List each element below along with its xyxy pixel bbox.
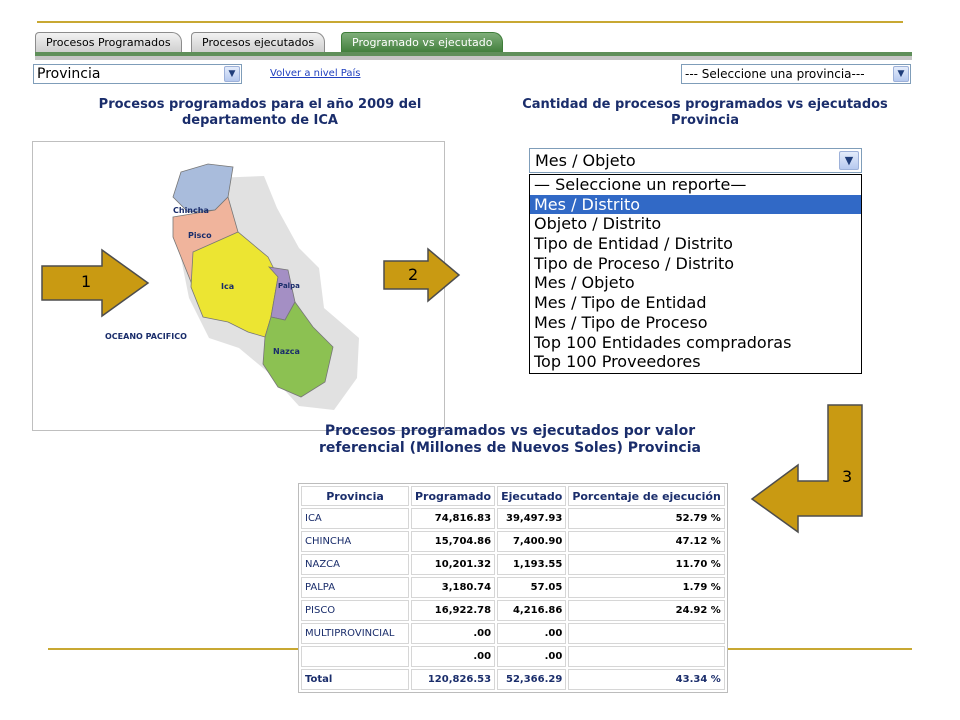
- table-row: [301, 508, 725, 529]
- report-option[interactable]: Tipo de Entidad / Distrito: [534, 234, 733, 254]
- table-row: [301, 623, 725, 644]
- report-option[interactable]: Tipo de Proceso / Distrito: [534, 253, 735, 273]
- province-cell: NAZCA: [301, 554, 409, 575]
- tab-procesos-programados[interactable]: Procesos Programados: [35, 32, 182, 52]
- top-divider: [37, 21, 903, 23]
- tab-procesos-ejecutados[interactable]: Procesos ejecutados: [191, 32, 325, 52]
- column-header: Programado: [411, 486, 495, 506]
- ejecutado-total: 52,366.29: [497, 669, 566, 690]
- tab-programado-vs-ejecutado[interactable]: Programado vs ejecutado: [341, 32, 503, 53]
- programado-cell: .00: [411, 623, 495, 644]
- porcentaje-cell: 1.79 %: [568, 577, 724, 598]
- province-cell: ICA: [301, 508, 409, 529]
- porcentaje-cell: [568, 623, 724, 644]
- arrow-right-icon: [382, 247, 462, 304]
- ejecutado-cell: 4,216.86: [497, 600, 566, 621]
- map-label-palpa: Palpa: [278, 282, 300, 290]
- report-select[interactable]: [529, 148, 862, 173]
- ejecutado-cell: .00: [497, 646, 566, 667]
- province-cell: CHINCHA: [301, 531, 409, 552]
- table-row: [301, 531, 725, 552]
- report-option[interactable]: — Seleccione un reporte—: [534, 175, 747, 194]
- report-option[interactable]: Top 100 Entidades compradoras: [534, 332, 792, 352]
- table-header-row: [301, 486, 725, 506]
- bottom-divider-left: [48, 648, 298, 650]
- table-total-row: [301, 669, 725, 690]
- map-label-nazca: Nazca: [273, 347, 300, 356]
- programado-cell: 16,922.78: [411, 600, 495, 621]
- province-select[interactable]: [681, 64, 911, 84]
- table-row: [301, 646, 725, 667]
- ejecutado-cell: 1,193.55: [497, 554, 566, 575]
- province-cell: MULTIPROVINCIAL: [301, 623, 409, 644]
- tab-underline-shadow: [35, 56, 912, 60]
- programado-total: 120,826.53: [411, 669, 495, 690]
- table-row: [301, 577, 725, 598]
- province-cell: PALPA: [301, 577, 409, 598]
- province-select-value: --- Seleccione una provincia---: [685, 67, 865, 81]
- total-label: Total: [301, 669, 409, 690]
- map-label-pisco: Pisco: [188, 231, 212, 240]
- level-select-value: Provincia: [37, 66, 101, 82]
- porcentaje-cell: [568, 646, 724, 667]
- chevron-down-icon: ▼: [839, 151, 859, 170]
- report-option[interactable]: Mes / Tipo de Entidad: [534, 293, 707, 313]
- report-option[interactable]: Mes / Objeto: [534, 273, 635, 293]
- callout-3: 3: [842, 467, 853, 486]
- province-cell: PISCO: [301, 600, 409, 621]
- report-option[interactable]: Mes / Distrito: [530, 195, 861, 215]
- porcentaje-total: 43.34 %: [568, 669, 724, 690]
- porcentaje-cell: 52.79 %: [568, 508, 724, 529]
- province-cell: [301, 646, 409, 667]
- report-option[interactable]: Top 100 Proveedores: [534, 352, 701, 372]
- arrow-right-icon: [40, 248, 152, 318]
- ejecutado-cell: 7,400.90: [497, 531, 566, 552]
- report-option[interactable]: Mes / Tipo de Proceso: [534, 312, 708, 332]
- porcentaje-cell: 24.92 %: [568, 600, 724, 621]
- map-label-ocean: OCEANO PACIFICO: [105, 332, 187, 341]
- porcentaje-cell: 11.70 %: [568, 554, 724, 575]
- table-row: [301, 554, 725, 575]
- report-title: Cantidad de procesos programados vs ejecutados Provincia: [522, 97, 888, 128]
- ejecutado-cell: 39,497.93: [497, 508, 566, 529]
- report-option[interactable]: Objeto / Distrito: [534, 214, 662, 234]
- report-select-value: Mes / Objeto: [535, 151, 636, 170]
- column-header: Provincia: [301, 486, 409, 506]
- map-label-chincha: Chincha: [173, 206, 209, 215]
- chevron-down-icon: ▼: [224, 66, 240, 82]
- programado-cell: 15,704.86: [411, 531, 495, 552]
- report-options-list: [529, 174, 862, 374]
- back-to-country-link[interactable]: Volver a nivel País: [270, 68, 361, 79]
- chevron-down-icon: ▼: [893, 66, 909, 82]
- table-title: Procesos programados vs ejecutados por valor referencial (Millones de Nuevos Soles) Provincia: [319, 423, 701, 456]
- programado-cell: 74,816.83: [411, 508, 495, 529]
- bottom-divider-right: [722, 648, 912, 650]
- table-row: [301, 600, 725, 621]
- porcentaje-cell: 47.12 %: [568, 531, 724, 552]
- column-header: Porcentaje de ejecución: [568, 486, 724, 506]
- callout-1: 1: [81, 272, 92, 291]
- programado-cell: .00: [411, 646, 495, 667]
- programado-cell: 10,201.32: [411, 554, 495, 575]
- execution-table: [298, 483, 728, 693]
- map-label-ica: Ica: [221, 282, 235, 291]
- map-title: Procesos programados para el año 2009 del departamento de ICA: [98, 97, 422, 128]
- column-header: Ejecutado: [497, 486, 566, 506]
- ejecutado-cell: .00: [497, 623, 566, 644]
- ejecutado-cell: 57.05: [497, 577, 566, 598]
- level-select[interactable]: [33, 64, 242, 84]
- programado-cell: 3,180.74: [411, 577, 495, 598]
- callout-2: 2: [408, 265, 419, 284]
